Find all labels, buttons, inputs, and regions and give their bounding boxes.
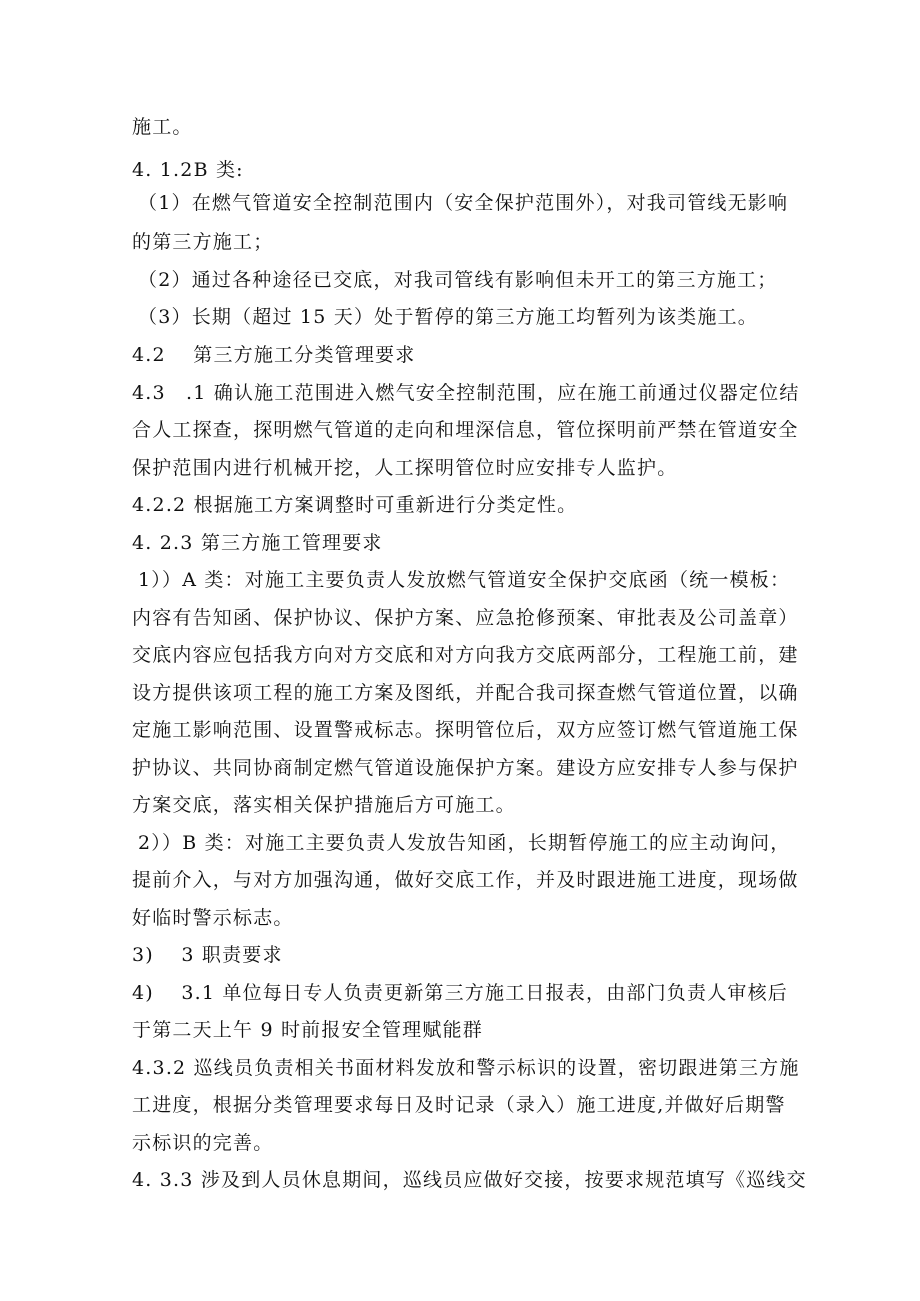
text-line: 交底内容应包括我方向对方交底和对方向我方交底两部分，工程施工前，建 bbox=[132, 644, 799, 666]
text-line: 内容有告知函、保护协议、保护方案、应急抢修预案、审批表及公司盖章） bbox=[132, 607, 799, 629]
text-line: 提前介入，与对方加强沟通，做好交底工作，并及时跟进施工进度，现场做 bbox=[132, 869, 799, 891]
text-line: 4.3.2 巡线员负责相关书面材料发放和警示标识的设置，密切跟进第三方施 bbox=[132, 1057, 800, 1079]
text-line: 示标识的完善。 bbox=[132, 1132, 274, 1154]
text-line: 4) 3.1 单位每日专人负责更新第三方施工日报表，由部门负责人审核后 bbox=[132, 982, 788, 1004]
text-line: 1））A 类：对施工主要负责人发放燃气管道安全保护交底函（统一模板： bbox=[138, 569, 791, 591]
text-line: 保护范围内进行机械开挖，人工探明管位时应安排专人监护。 bbox=[132, 457, 678, 479]
text-line: 方案交底，落实相关保护措施后方可施工。 bbox=[132, 794, 516, 816]
text-line: 设方提供该项工程的施工方案及图纸，并配合我司探查燃气管道位置，以确 bbox=[132, 682, 799, 704]
text-line: 定施工影响范围、设置警戒标志。探明管位后，双方应签订燃气管道施工保 bbox=[132, 719, 799, 741]
text-line: 4.2.2 根据施工方案调整时可重新进行分类定性。 bbox=[132, 494, 578, 516]
text-line: 合人工探查，探明燃气管道的走向和埋深信息，管位探明前严禁在管道安全 bbox=[132, 419, 799, 441]
text-line: 于第二天上午 9 时前报安全管理赋能群 bbox=[132, 1019, 483, 1041]
text-line: 4.3 .1 确认施工范围进入燃气安全控制范围，应在施工前通过仪器定位结 bbox=[132, 382, 800, 404]
section-heading: 4. 2.3 第三方施工管理要求 bbox=[132, 532, 383, 554]
text-line: 施工。 bbox=[132, 116, 193, 138]
text-line: （3）长期（超过 15 天）处于暂停的第三方施工均暂列为该类施工。 bbox=[138, 306, 758, 328]
text-line: 工进度，根据分类管理要求每日及时记录（录入）施工进度,并做好后期警 bbox=[132, 1094, 786, 1116]
section-heading: 4. 1.2B 类: bbox=[132, 159, 244, 181]
text-line: 的第三方施工； bbox=[132, 231, 274, 253]
section-heading: 3) 3 职责要求 bbox=[132, 944, 283, 966]
text-line: 4. 3.3 涉及到人员休息期间，巡线员应做好交接，按要求规范填写《巡线交 bbox=[132, 1169, 807, 1191]
section-heading: 4.2 第三方施工分类管理要求 bbox=[132, 344, 416, 366]
text-line: 护协议、共同协商制定燃气管道设施保护方案。建设方应安排专人参与保护 bbox=[132, 757, 799, 779]
text-line: 好临时警示标志。 bbox=[132, 907, 294, 929]
text-line: 2））B 类：对施工主要负责人发放告知函，长期暂停施工的应主动询问， bbox=[138, 832, 791, 854]
text-line: （2）通过各种途径已交底，对我司管线有影响但未开工的第三方施工； bbox=[138, 269, 778, 291]
text-line: （1）在燃气管道安全控制范围内（安全保护范围外），对我司管线无影响 bbox=[138, 192, 789, 214]
